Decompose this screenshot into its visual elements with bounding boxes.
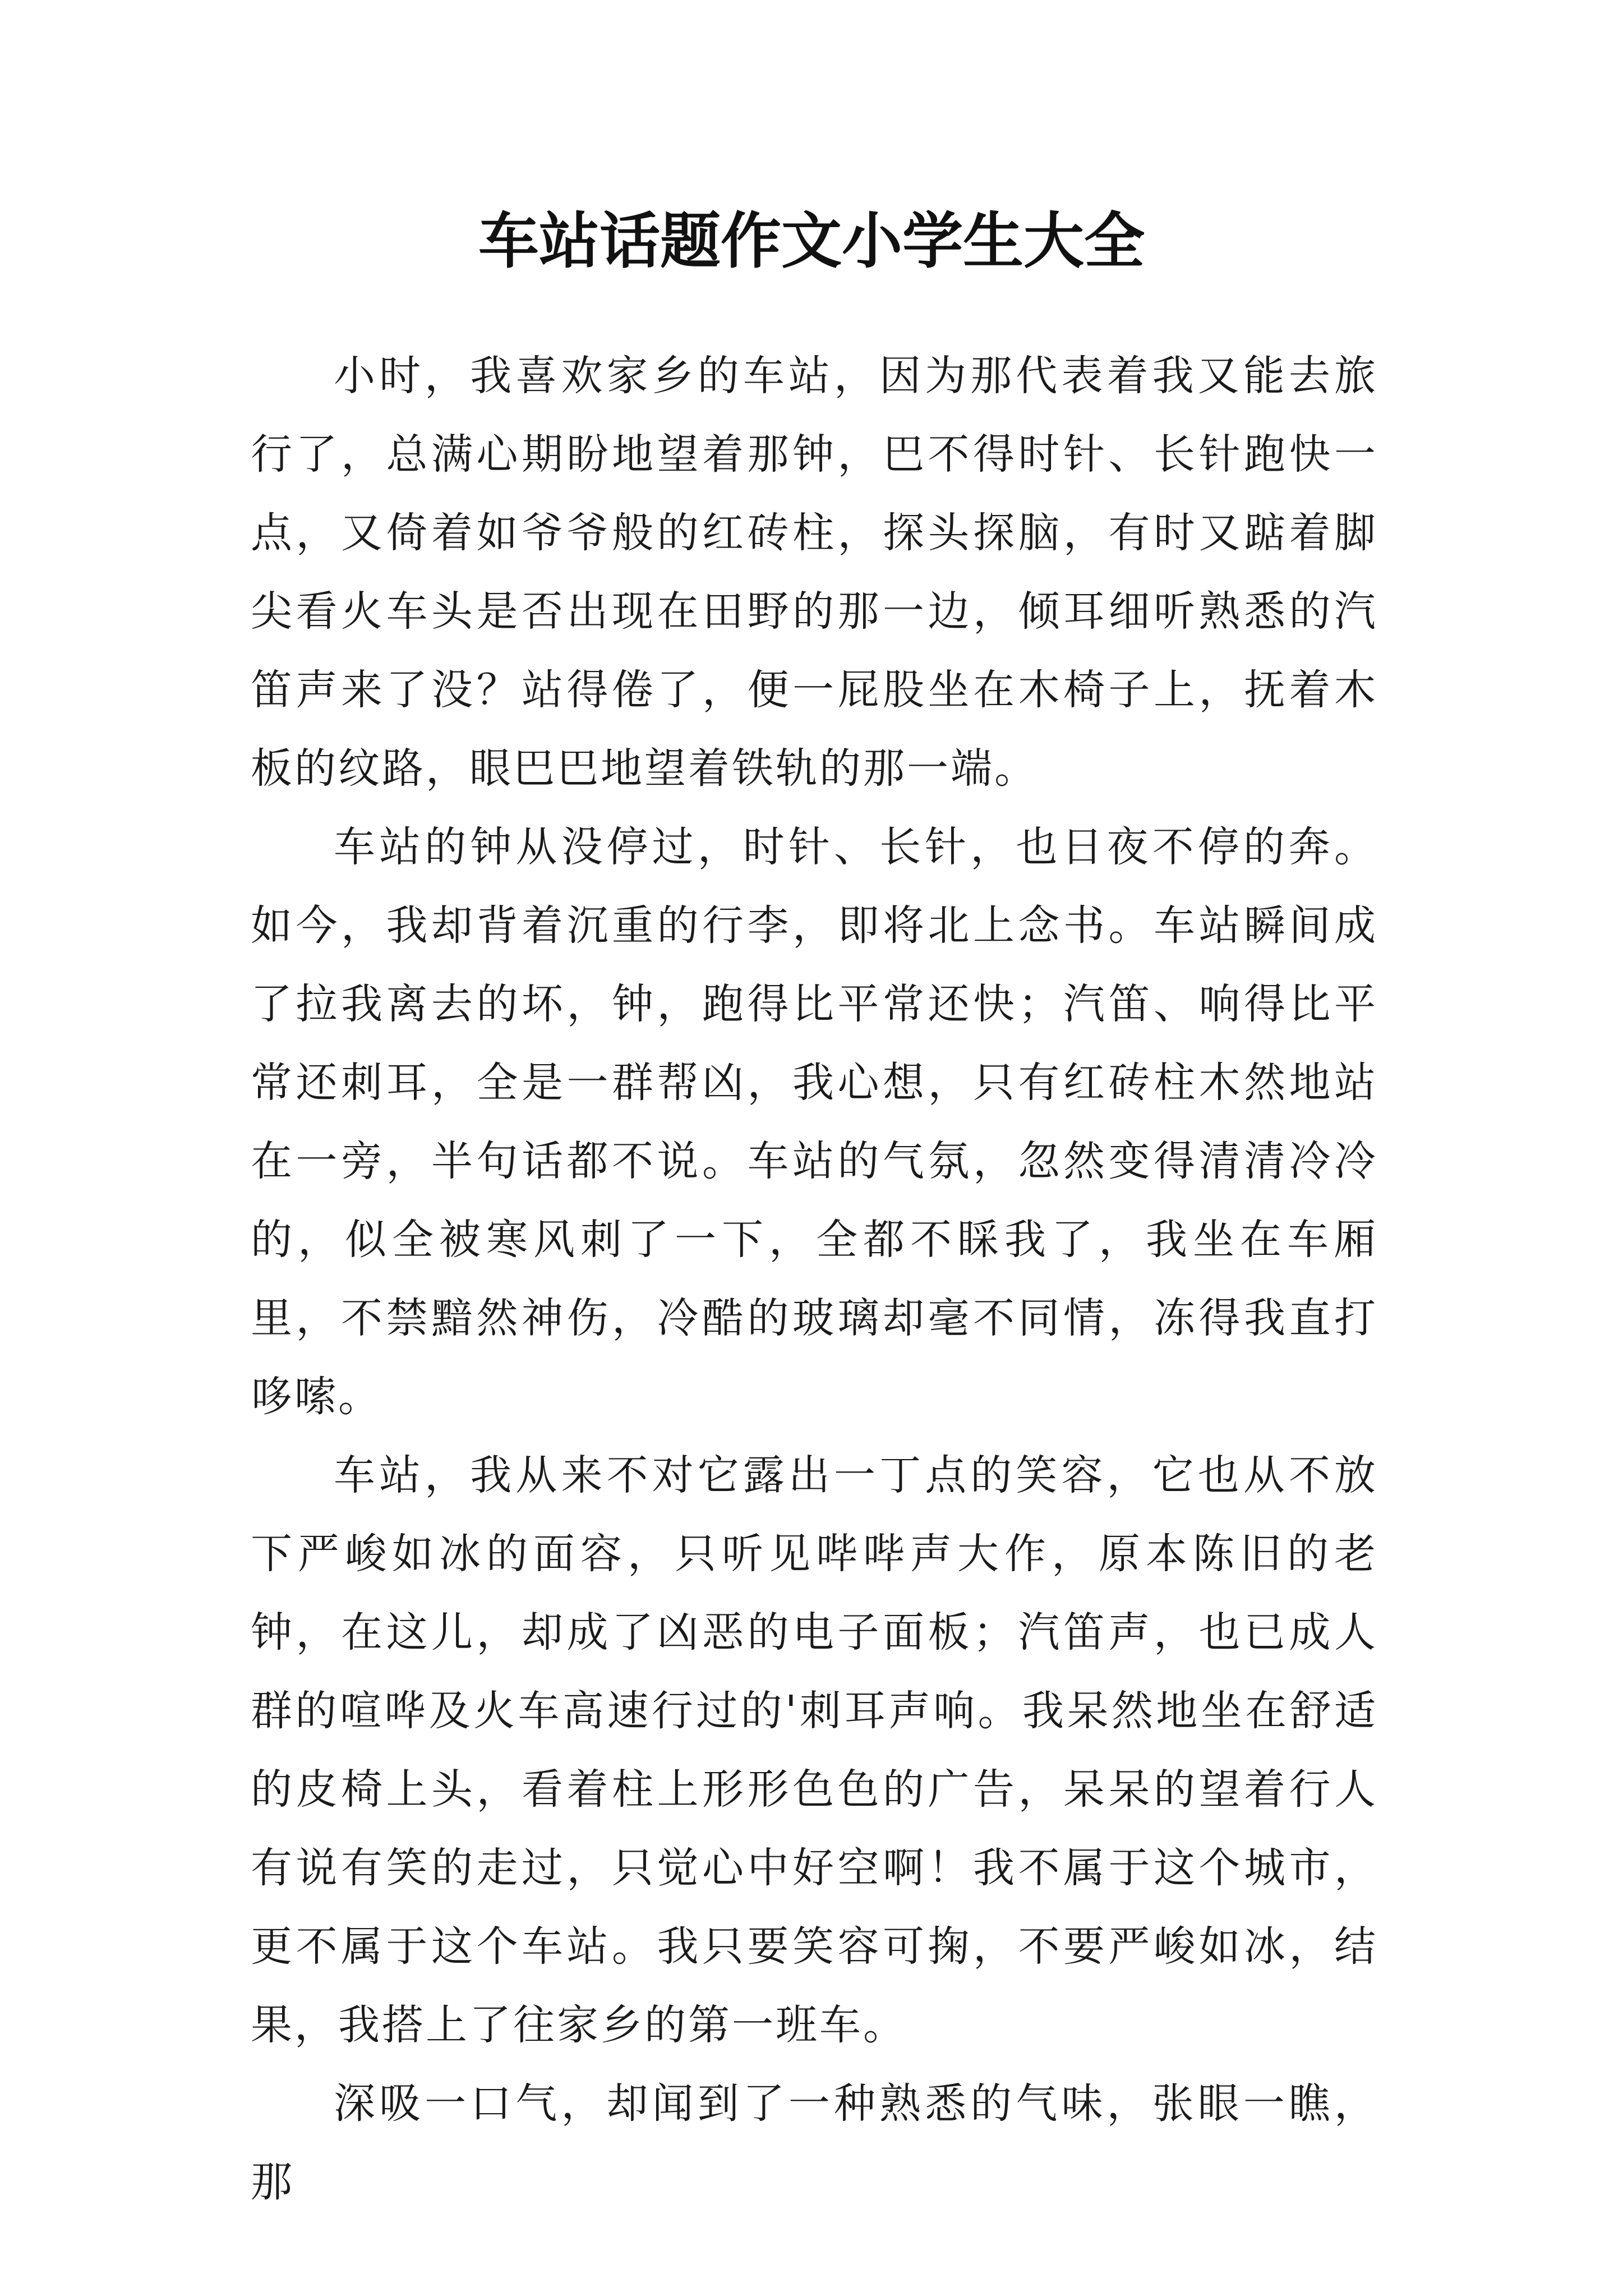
paragraph-4: 深吸一口气，却闻到了一种熟悉的气味，张眼一瞧，那 [251, 2079, 1378, 2206]
document-body [251, 337, 1378, 2221]
paragraph-3: 车站，我从来不对它露出一丁点的笑容，它也从不放下严峻如冰的面容，只听见哔哔声大作，原本陈旧的老钟，在这儿，却成了凶恶的电子面板；汽笛声，也已成人群的喧哗及火车高速行过的'刺耳声响。我呆然地坐在舒适的皮椅上头，看着柱上形形色色的广告，呆呆的望着行人有说有笑的走过，只觉心中好空啊！我不属于这个城市，更不属于这个车站。我只要笑容可掬，不要严峻如冰，结果，我搭上了往家乡的第一班车。 [251, 1451, 1378, 2049]
paragraph-1: 小时，我喜欢家乡的车站，因为那代表着我又能去旅行了，总满心期盼地望着那钟，巴不得时针、长针跑快一点，又倚着如爷爷般的红砖柱，探头探脑，有时又踮着脚尖看火车头是否出现在田野的那一边，倾耳细听熟悉的汽笛声来了没？站得倦了，便一屁股坐在木椅子上，抚着木板的纹路，眼巴巴地望着铁轨的那一端。 [251, 352, 1378, 793]
paragraph-2: 车站的钟从没停过，时针、长针，也日夜不停的奔。如今，我却背着沉重的行李，即将北上念书。车站瞬间成了拉我离去的坏，钟，跑得比平常还快；汽笛、响得比平常还刺耳，全是一群帮凶，我心想，只有红砖柱木然地站在一旁，半句话都不说。车站的气氛，忽然变得清清冷冷的，似全被寒风刺了一下，全都不睬我了，我坐在车厢里，不禁黯然神伤，冷酷的玻璃却毫不同情，冻得我直打哆嗦。 [251, 823, 1378, 1421]
document-title: 车站话题作文小学生大全 [478, 206, 1145, 277]
